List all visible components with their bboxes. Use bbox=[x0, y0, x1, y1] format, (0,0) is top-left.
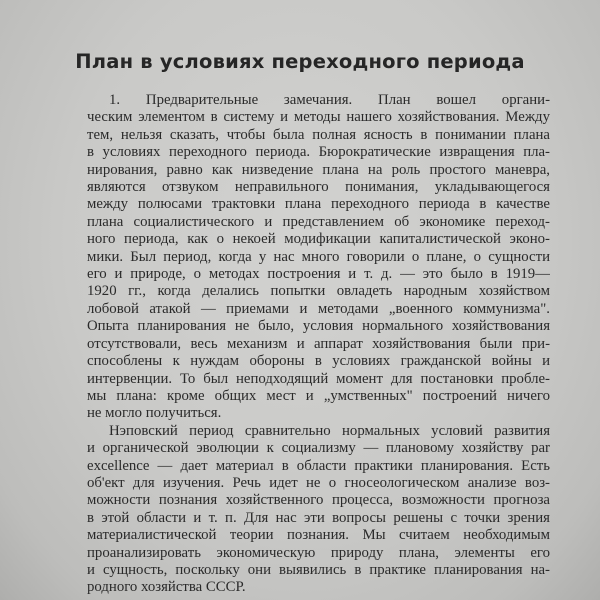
page-title: План в условиях переходного периода bbox=[75, 50, 525, 73]
text-line: отсутствовали, весь механизм и аппарат хозяйствования были при- bbox=[87, 335, 550, 352]
text-line: интервенции. То был неподходящий момент для постановки пробле- bbox=[87, 370, 550, 387]
text-line: и органической эволюции к социализму — плановому хозяйству par bbox=[87, 440, 550, 457]
text-line: способлены к нуждам обороны в условиях гражданской войны и bbox=[87, 353, 550, 370]
text-line: ного периода, как о некоей модификации капиталистической эконо- bbox=[87, 231, 550, 248]
text-line: об'ект для изучения. Речь идет не о гносеологическом анализе воз- bbox=[87, 474, 550, 491]
text-line: 1. Предварительные замечания. План вошел органи- bbox=[109, 92, 550, 108]
text-line: проанализировать экономическую природу плана, элементы его bbox=[87, 544, 550, 561]
text-line: ческим элементом в систему и методы нашего хозяйствования. Между bbox=[87, 109, 550, 126]
text-line: плана социалистического и представлением об экономике переход- bbox=[87, 213, 550, 230]
body-text bbox=[87, 92, 550, 597]
text-line: мы плана: кроме общих мест и „умственных" построений ничего bbox=[87, 387, 550, 404]
text-line: можности познания хозяйственного процесса, возможности прогноза bbox=[87, 492, 550, 509]
text-line: и сущность, поскольку они выявились в практике планирования на- bbox=[87, 561, 550, 578]
text-line: являются отзвуком неправильного понимания, укладывающегося bbox=[87, 179, 550, 196]
text-line: не могло получиться. bbox=[87, 405, 222, 422]
text-line: в этой области и т. п. Для нас эти вопросы решены с точки зрения bbox=[87, 509, 550, 526]
text-line: его и природе, о методах построения и т. д. — это было в 1919— bbox=[87, 266, 550, 283]
text-line: нирования, равно как низведение плана на роль простого маневра, bbox=[87, 161, 550, 178]
text-line: материалистической теории познания. Мы считаем необходимым bbox=[87, 527, 550, 544]
text-line: Нэповский период сравнительно нормальных условий развития bbox=[109, 422, 550, 439]
text-line: в условиях переходного периода. Бюрократические извращения пла- bbox=[87, 144, 550, 161]
text-line: Опыта планирования не было, условия нормального хозяйствования bbox=[87, 318, 550, 335]
text-line: 1920 гг., когда делались попытки овладеть народным хозяйством bbox=[87, 283, 550, 300]
text-line: лобовой атакой — приемами и методами „военного коммунизма". bbox=[87, 300, 550, 317]
text-line: между полюсами трактовки плана переходного периода в качестве bbox=[87, 196, 550, 213]
text-line: мики. Был период, когда у нас много говорили о плане, о сущности bbox=[87, 248, 550, 265]
text-line: excellence — дает материал в области практики планирования. Есть bbox=[87, 457, 550, 474]
text-line: родного хозяйства СССР. bbox=[87, 579, 246, 596]
text-line: тем, нельзя сказать, чтобы была полная ясность в понимании плана bbox=[87, 126, 550, 143]
